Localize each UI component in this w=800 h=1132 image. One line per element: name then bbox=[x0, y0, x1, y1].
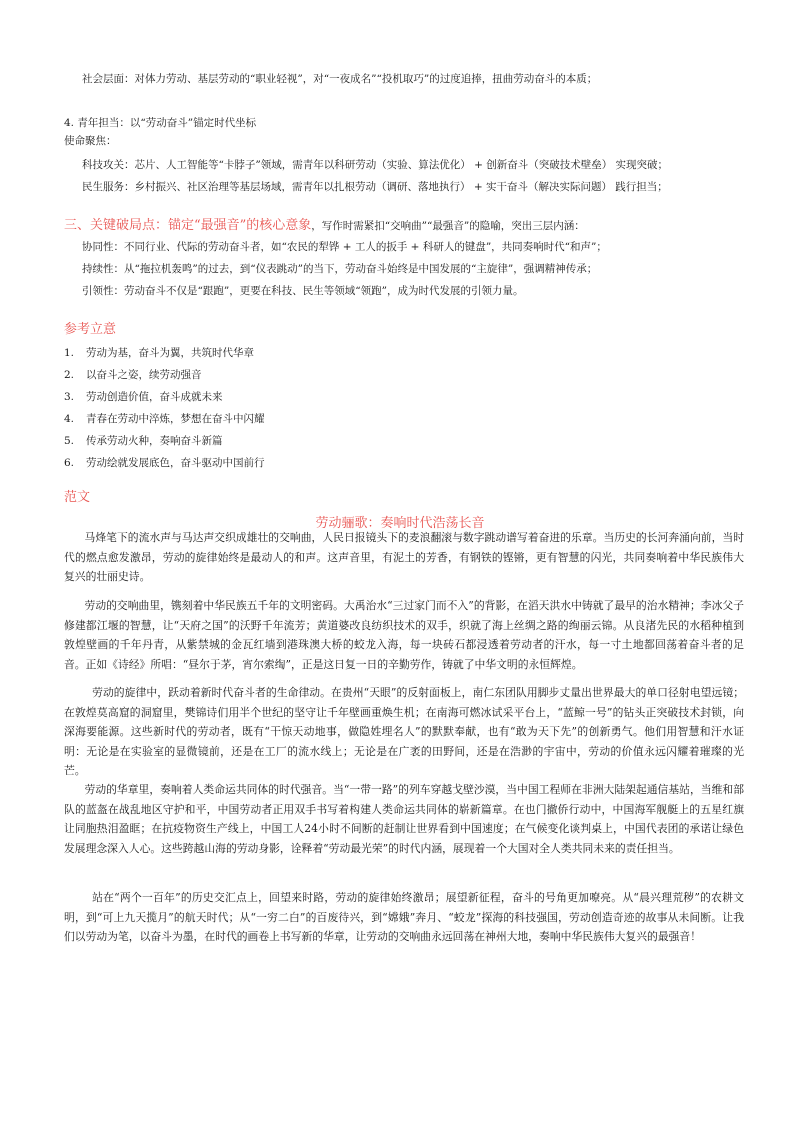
list-item: 5. 传承劳动火种，奏响奋斗新篇 bbox=[64, 435, 223, 447]
essay-title: 劳动骊歌：奏响时代浩荡长音 bbox=[315, 516, 485, 531]
youth-responsibility-heading: 4. 青年担当：以“劳动奋斗”锚定时代坐标 bbox=[64, 117, 257, 129]
section3-heading-line bbox=[64, 218, 585, 234]
essay-paragraph-5: 站在“两个一百年”的历史交汇点上，回望来时路，劳动的旋律始终激昂；展望新征程，奋斗的号角更加嘹亮。从“晨兴理荒秽”的农耕文明，到“可上九天揽月”的航天时代；从“一穷二白”的百废待兴，到“嫦娥”奔月、“蛟龙”探海的科技强国，劳动创造奇迹的故事从未间断。让我们以劳动为笔，以奋斗为墨，在时代的画卷上书写新的华章，让劳动的交响曲永远回荡在神州大地，奏响中华民族伟大复兴的最强音！ bbox=[64, 891, 744, 944]
leading-line: 引领性：劳动奋斗不仅是“跟跑”，更要在科技、民生等领域“领跑”，成为时代发展的引领力量。 bbox=[82, 285, 524, 297]
mission-focus-label: 使命聚焦： bbox=[64, 135, 117, 147]
list-item: 4. 青春在劳动中淬炼，梦想在奋斗中闪耀 bbox=[64, 413, 265, 425]
continuity-line: 持续性：从“拖拉机轰鸣”的过去，到“仪表跳动”的当下，劳动奋斗始终是中国发展的“主旋律”，强调精神传承； bbox=[82, 263, 598, 275]
essay-paragraph-3: 劳动的旋律中，跃动着新时代奋斗者的生命律动。在贵州“天眼”的反射面板上，南仁东团队用脚步丈量出世界最大的单口径射电望远镜；在敦煌莫高窟的洞窟里，樊锦诗们用半个世纪的坚守让千年壁画重焕生机；在南海可燃冰试采平台上，“蓝鲸一号”的钻头正突破技术封锁，向深海要能源。这些新时代的劳动者，既有“干惊天动地事，做隐姓埋名人”的默默奉献，也有“敢为天下先”的创新勇气。他们用智慧和汗水证明：无论是在实验室的显微镜前，还是在工厂的流水线上；无论是在广袤的田野间，还是在浩渺的宇宙中，劳动的价值永远闪耀着璀璨的光芒。 bbox=[64, 686, 744, 778]
list-item: 1. 劳动为基，奋斗为翼，共筑时代华章 bbox=[64, 347, 254, 359]
essay-paragraph-2: 劳动的交响曲里，镌刻着中华民族五千年的文明密码。大禹治水“三过家门而不入”的背影，在滔天洪水中铸就了最早的治水精神；李冰父子修建都江堰的智慧，让“天府之国”的沃野千年流芳；黄道婆改良纺织技术的双手，织就了海上丝绸之路的绚丽云锦。从良渚先民的水稻种植到敦煌壁画的千年丹青，从紫禁城的金瓦红墙到港珠澳大桥的蛟龙入海，每一块砖石都浸透着劳动者的汗水，每一寸土地都回荡着奋斗者的足音。正如《诗经》所唱：“昼尔于茅，宵尔索绹”，正是这日复一日的辛勤劳作，铸就了中华文明的永恒辉煌。 bbox=[64, 599, 744, 671]
synergy-line: 协同性：不同行业、代际的劳动奋斗者，如“农民的犁铧 + 工人的扳手 + 科研人的键盘”，共同奏响时代“和声”； bbox=[82, 241, 607, 253]
livelihood-service-line: 民生服务：乡村振兴、社区治理等基层场域，需青年以扎根劳动（调研、落地执行） + 实干奋斗（解决实际问题） 践行担当； bbox=[82, 181, 668, 193]
list-item: 2. 以奋斗之姿，续劳动强音 bbox=[64, 369, 202, 381]
essay-heading: 范文 bbox=[64, 490, 91, 505]
social-level-line: 社会层面：对体力劳动、基层劳动的“职业轻视”，对“一夜成名”“投机取巧”的过度追捧，扭曲劳动奋斗的本质； bbox=[82, 73, 598, 85]
list-item: 3. 劳动创造价值，奋斗成就未来 bbox=[64, 391, 223, 403]
section3-heading: 三、关键破局点：锚定“最强音”的核心意象 bbox=[64, 218, 312, 233]
tech-breakthrough-line: 科技攻关：芯片、人工智能等“卡脖子”领域，需青年以科研劳动（实验、算法优化） + 创新奋斗（突破技术壁垒） 实现突破； bbox=[82, 159, 669, 171]
ideas-heading: 参考立意 bbox=[64, 322, 117, 337]
section3-heading-rest: ，写作时需紧扣“交响曲”“最强音”的隐喻，突出三层内涵： bbox=[311, 220, 585, 232]
essay-paragraph-1: 马烽笔下的流水声与马达声交织成雄壮的交响曲，人民日报镜头下的麦浪翻滚与数字跳动谱写着奋进的乐章。当历史的长河奔涌向前，当时代的燃点愈发激昂，劳动的旋律始终是最动人的和声。这声音里，有泥土的芳香，有钢铁的铿锵，更有智慧的闪光，共同奏响着中华民族伟大复兴的壮丽史诗。 bbox=[64, 531, 744, 584]
list-item: 6. 劳动绘就发展底色，奋斗驱动中国前行 bbox=[64, 457, 265, 469]
essay-paragraph-4: 劳动的华章里，奏响着人类命运共同体的时代强音。当“一带一路”的列车穿越戈壁沙漠，当中国工程师在非洲大陆架起通信基站，当维和部队的蓝盔在战乱地区守护和平，中国劳动者正用双手书写着构建人类命运共同体的崭新篇章。在也门撤侨行动中，中国海军舰艇上的五星红旗让同胞热泪盈眶；在抗疫物资生产线上，中国工人24小时不间断的赶制让世界看到中国速度；在气候变化谈判桌上，中国代表团的承诺让绿色发展理念深入人心。这些跨越山海的劳动身影，诠释着“劳动最光荣”的时代内涵，展现着一个大国对全人类共同未来的责任担当。 bbox=[64, 783, 744, 855]
